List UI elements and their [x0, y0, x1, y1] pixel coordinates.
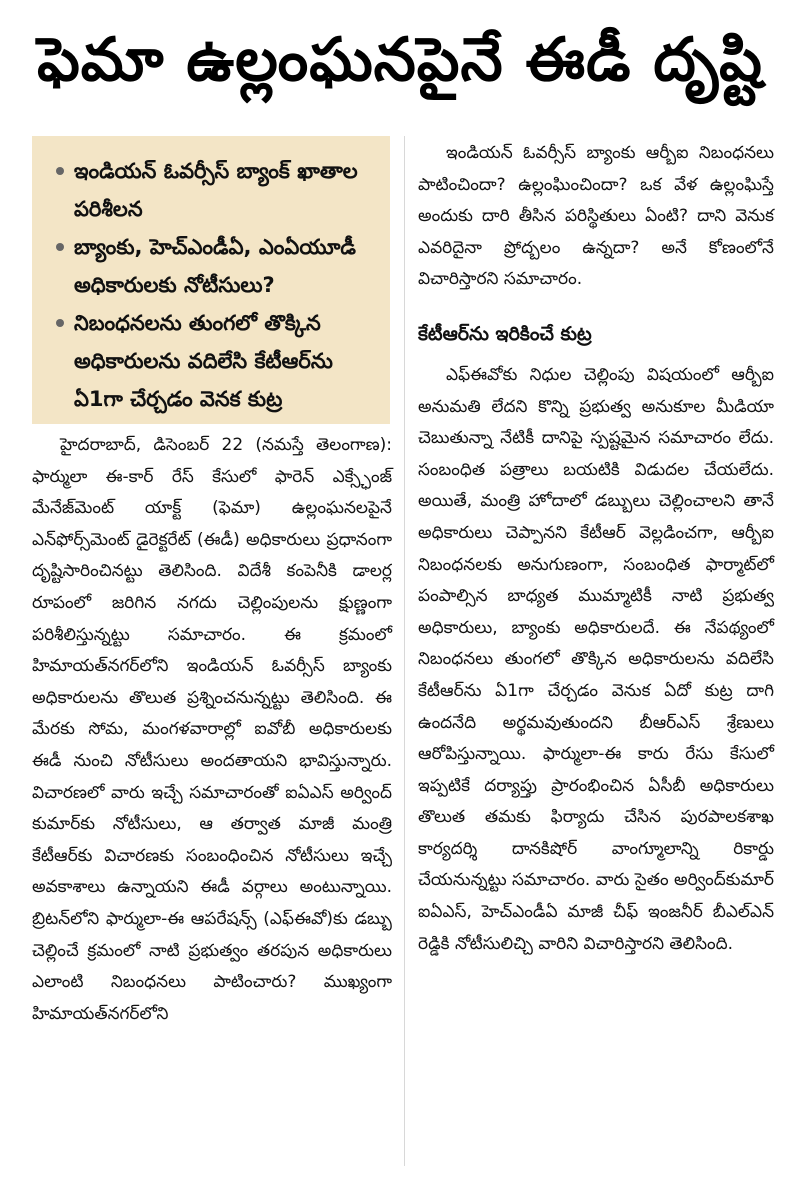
highlight-item	[56, 152, 380, 228]
highlight-text: బ్యాంకు, హెచ్‌ఎండీఏ, ఎంఏయూడీ అధికారులకు నోటీసులు?	[74, 235, 356, 297]
highlight-text: నిబంధనలను తుంగలో తొక్కిన అధికారులను వదిలేసి కేటీఆర్‌ను ఏ1గా చేర్చడం వెనక కుట్ర	[74, 311, 333, 411]
highlight-item	[56, 304, 380, 418]
body-paragraph: ఎఫ్‌ఈవోకు నిధుల చెల్లింపు విషయంలో ఆర్బీఐ అనుమతి లేదని కొన్ని ప్రభుత్వ అనుకూల మీడియా చెబుతున్నా నేటికీ దానిపై స్పష్టమైన సమాచారం లేదు. సంబంధిత పత్రాలు బయటికి విడుదల చేయలేదు. అయితే, మంత్రి హోదాలో డబ్బులు చెల్లించాలని తానే అధికారులు చెప్పానని కేటీఆర్ వెల్లడించగా, ఆర్బీఐ నిబంధనలకు అనుగుణంగా, సంబంధిత ఫార్మాట్‌లో పంపాల్సిన బాధ్యత ముమ్మాటికీ నాటి ప్రభుత్వ అధికారులు, బ్యాంకు అధికారులదే. ఈ నేపథ్యంలో నిబంధనలు తుంగలో తొక్కిన అధికారులను వదిలేసి కేటీఆర్‌ను ఏ1గా చేర్చడం వెనుక ఏదో కుట్ర దాగి ఉందనేది అర్థమవుతుందని బీఆర్ఎస్ శ్రేణులు ఆరోపిస్తున్నాయి. ఫార్ములా-ఈ కారు రేసు కేసులో ఇప్పటికే దర్యాప్తు ప్రారంభించిన ఏసీబీ అధికారులు తొలుత తమకు ఫిర్యాదు చేసిన పురపాలకశాఖ కార్యదర్శి దానకిషోర్ వాంగ్మూలాన్ని రికార్డు చేయనున్నట్టు సమాచారం. వారు సైతం అర్వింద్‌కుమార్ ఐఏఎస్, హెచ్‌ఎండీఏ మాజీ చీఫ్ ఇంజనీర్ బీఎల్ఎన్ రెడ్డికి నోటీసులిచ్చి వారిని విచారిస్తారని తెలిసింది.	[418, 364, 774, 954]
subheading: కేటీఆర్‌ను ఇరికించే కుట్ర	[418, 322, 592, 345]
column-divider	[404, 136, 405, 1166]
highlight-text: ఇండియన్ ఓవర్సీస్ బ్యాంక్ ఖాతాల పరిశీలన	[74, 159, 358, 221]
highlights-box	[32, 136, 390, 424]
headline: ఫెమా ఉల్లంఘనపైనే ఈడీ దృష్టి	[37, 25, 763, 95]
right-column	[418, 138, 774, 960]
highlight-item	[56, 228, 380, 304]
bullet-icon	[56, 167, 64, 175]
body-paragraph: హైదరాబాద్, డిసెంబర్ 22 (నమస్తే తెలంగాణ): ఫార్ములా ఈ-కార్ రేస్ కేసులో ఫారెన్ ఎక్స్ఛేంజ్ మేనేజ్‌మెంట్ యాక్ట్ (ఫెమా) ఉల్లంఘనలపైనే ఎన్‌ఫోర్స్‌మెంట్ డైరెక్టరేట్ (ఈడీ) అధికారులు ప్రధానంగా దృష్టిసారించినట్టు తెలిసింది. విదేశీ కంపెనీకి డాలర్ల రూపంలో జరిగిన నగదు చెల్లింపులను క్షుణ్ణంగా పరిశీలిస్తున్నట్టు సమాచారం. ఈ క్రమంలో హిమాయత్‌నగర్‌లోని ఇండియన్ ఓవర్సీస్ బ్యాంకు అధికారులను తొలుత ప్రశ్నించనున్నట్టు తెలిసింది. ఈ మేరకు సోమ, మంగళవారాల్లో ఐవోబీ అధికారులకు ఈడీ నుంచి నోటీసులు అందతాయని భావిస్తున్నారు. విచారణలో వారు ఇచ్చే సమాచారంతో ఐఏఎస్ అర్వింద్ కుమార్‌కు నోటీసులు, ఆ తర్వాత మాజీ మంత్రి కేటీఆర్‌కు విచారణకు సంబంధించిన నోటీసులు ఇచ్చే అవకాశాలు ఉన్నాయని ఈడీ వర్గాలు అంటున్నాయి. బ్రిటన్‌లోని ఫార్ములా-ఈ ఆపరేషన్స్ (ఎఫ్‌ఈవో)కు డబ్బు చెల్లించే క్రమంలో నాటి ప్రభుత్వం తరపున అధికారులు ఎలాంటి నిబంధనలు పాటించారు? ముఖ్యంగా హిమాయత్‌నగర్‌లోని	[32, 435, 392, 1024]
left-column	[32, 430, 392, 1030]
body-paragraph: ఇండియన్ ఓవర్సీస్ బ్యాంకు ఆర్బీఐ నిబంధనలు పాటించిందా? ఉల్లంఘించిందా? ఒక వేళ ఉల్లంఘిస్తే అందుకు దారి తీసిన పరిస్థితులు ఏంటి? దాని వెనుక ఎవరిదైనా ప్రోద్బలం ఉన్నదా? అనే కోణంలోనే విచారిస్తారని సమాచారం.	[418, 143, 774, 290]
bullet-icon	[56, 243, 64, 251]
bullet-icon	[56, 319, 64, 327]
